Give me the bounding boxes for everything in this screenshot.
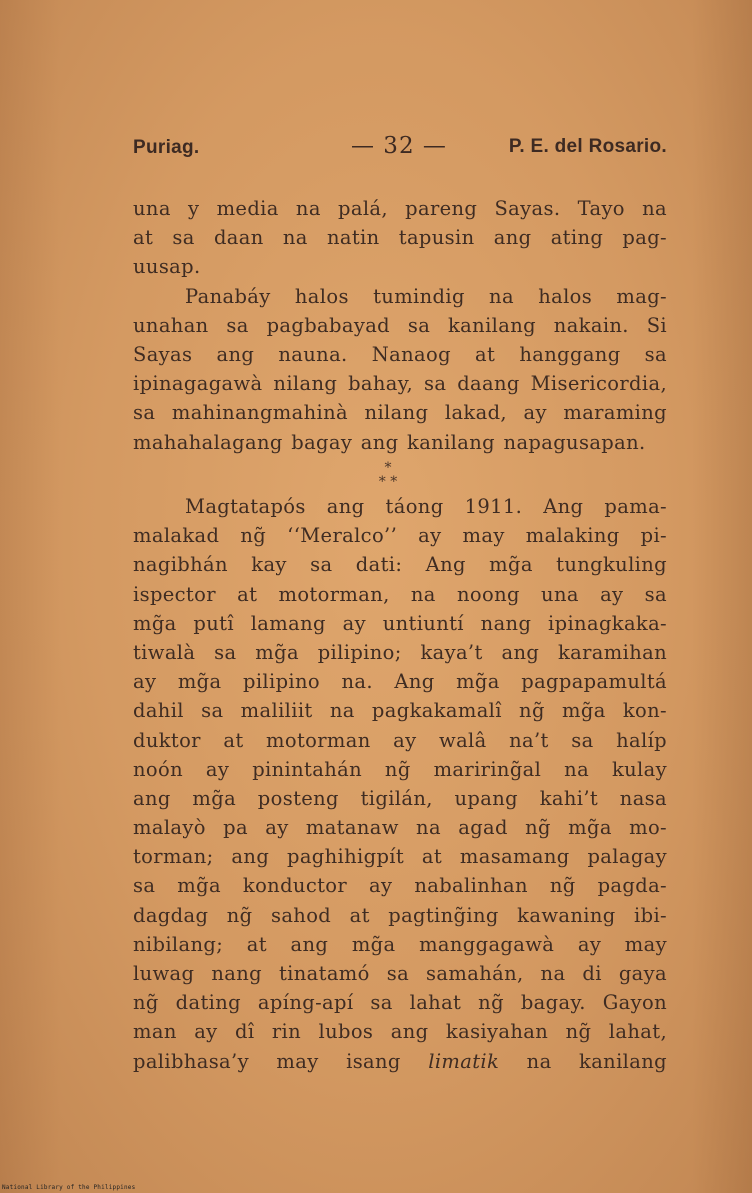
italic-word: limatik [428,1049,500,1073]
text-line: man ay dî rin lubos ang kasiyahan ng̃ lahat, [133,1020,667,1044]
asterism-bottom: * * [378,474,398,490]
text-line-last [133,1047,667,1076]
text-line: ang mg̃a posteng tigilán, upang kahi’t nasa [133,786,667,810]
text-line: tiwalà sa mg̃a pilipino; kaya’t ang karamihan [133,640,667,664]
text-line: nibilang; at ang mg̃a manggagawà ay may [133,932,667,956]
text-line: Sayas ang nauna. Nanaog at hanggang sa [133,342,667,366]
asterism-top: * [384,460,392,476]
text-line: Panabáy halos tumindig na halos mag- [185,284,667,308]
text-line: mahahalagang bagay ang kanilang napagusapan. [133,430,646,454]
text-line: mg̃a putî lamang ay untiuntí nang ipinagkaka- [133,611,667,635]
text-line: malakad ng̃ ‘‘Meralco’’ ay may malaking pi- [133,524,667,548]
header-book-title: Puriag. [133,137,200,158]
library-credit: National Library of the Philippines [2,1184,136,1191]
header-author: P. E. del Rosario. [508,136,667,157]
text-line: Magtatapós ang táong 1911. Ang pama- [185,495,667,518]
text-line: unahan sa pagbabayad sa kanilang nakain. Si [133,313,667,337]
text-line: ng̃ dating apíng-apí sa lahat ng̃ bagay. Gayon [133,991,667,1015]
text-line: at sa daan na natin tapusin ang ating pag- [133,226,667,250]
text-line: duktor at motorman ay walâ na’t sa halíp [133,728,667,752]
page-number: — 32 — [351,133,447,159]
text-line: ay mg̃a pilipino na. Ang mg̃a pagpapamultá [133,670,667,694]
text-line: noón ay pinintahán ng̃ mariring̃al na kulay [133,757,667,781]
text-line: dagdag ng̃ sahod at pagting̃ing kawaning ibi- [133,903,667,927]
text-line: ispector at motorman, na noong una ay sa [133,582,667,606]
body-text-lower [133,492,667,1076]
text-line: ipinagagawà nilang bahay, sa daang Misericordia, [133,372,667,396]
text-line: una y media na palá, pareng Sayas. Tayo na [133,197,667,220]
text-line: torman; ang paghihigpít at masamang palagay [133,845,667,869]
text-line: sa mahinangmahinà nilang lakad, ay maraming [133,401,667,425]
text-line: malayò pa ay matanaw na agad ng̃ mg̃a mo- [133,816,667,840]
text-line: luwag nang tinatamó sa samahán, na di gaya [133,962,667,985]
text-line: uusap. [133,255,201,279]
running-header [133,133,667,169]
body-text-upper [133,194,667,457]
text-line: dahil sa maliliit na pagkakamalî ng̃ mg̃a kon- [133,699,667,723]
text-line: sa mg̃a konductor ay nabalinhan ng̃ pagda- [133,874,667,898]
text-segment: palibhasa’y may isang [133,1049,429,1073]
text-segment: na kanilang [499,1049,667,1073]
text-line: nagibhán kay sa dati: Ang mg̃a tungkuling [133,553,667,577]
